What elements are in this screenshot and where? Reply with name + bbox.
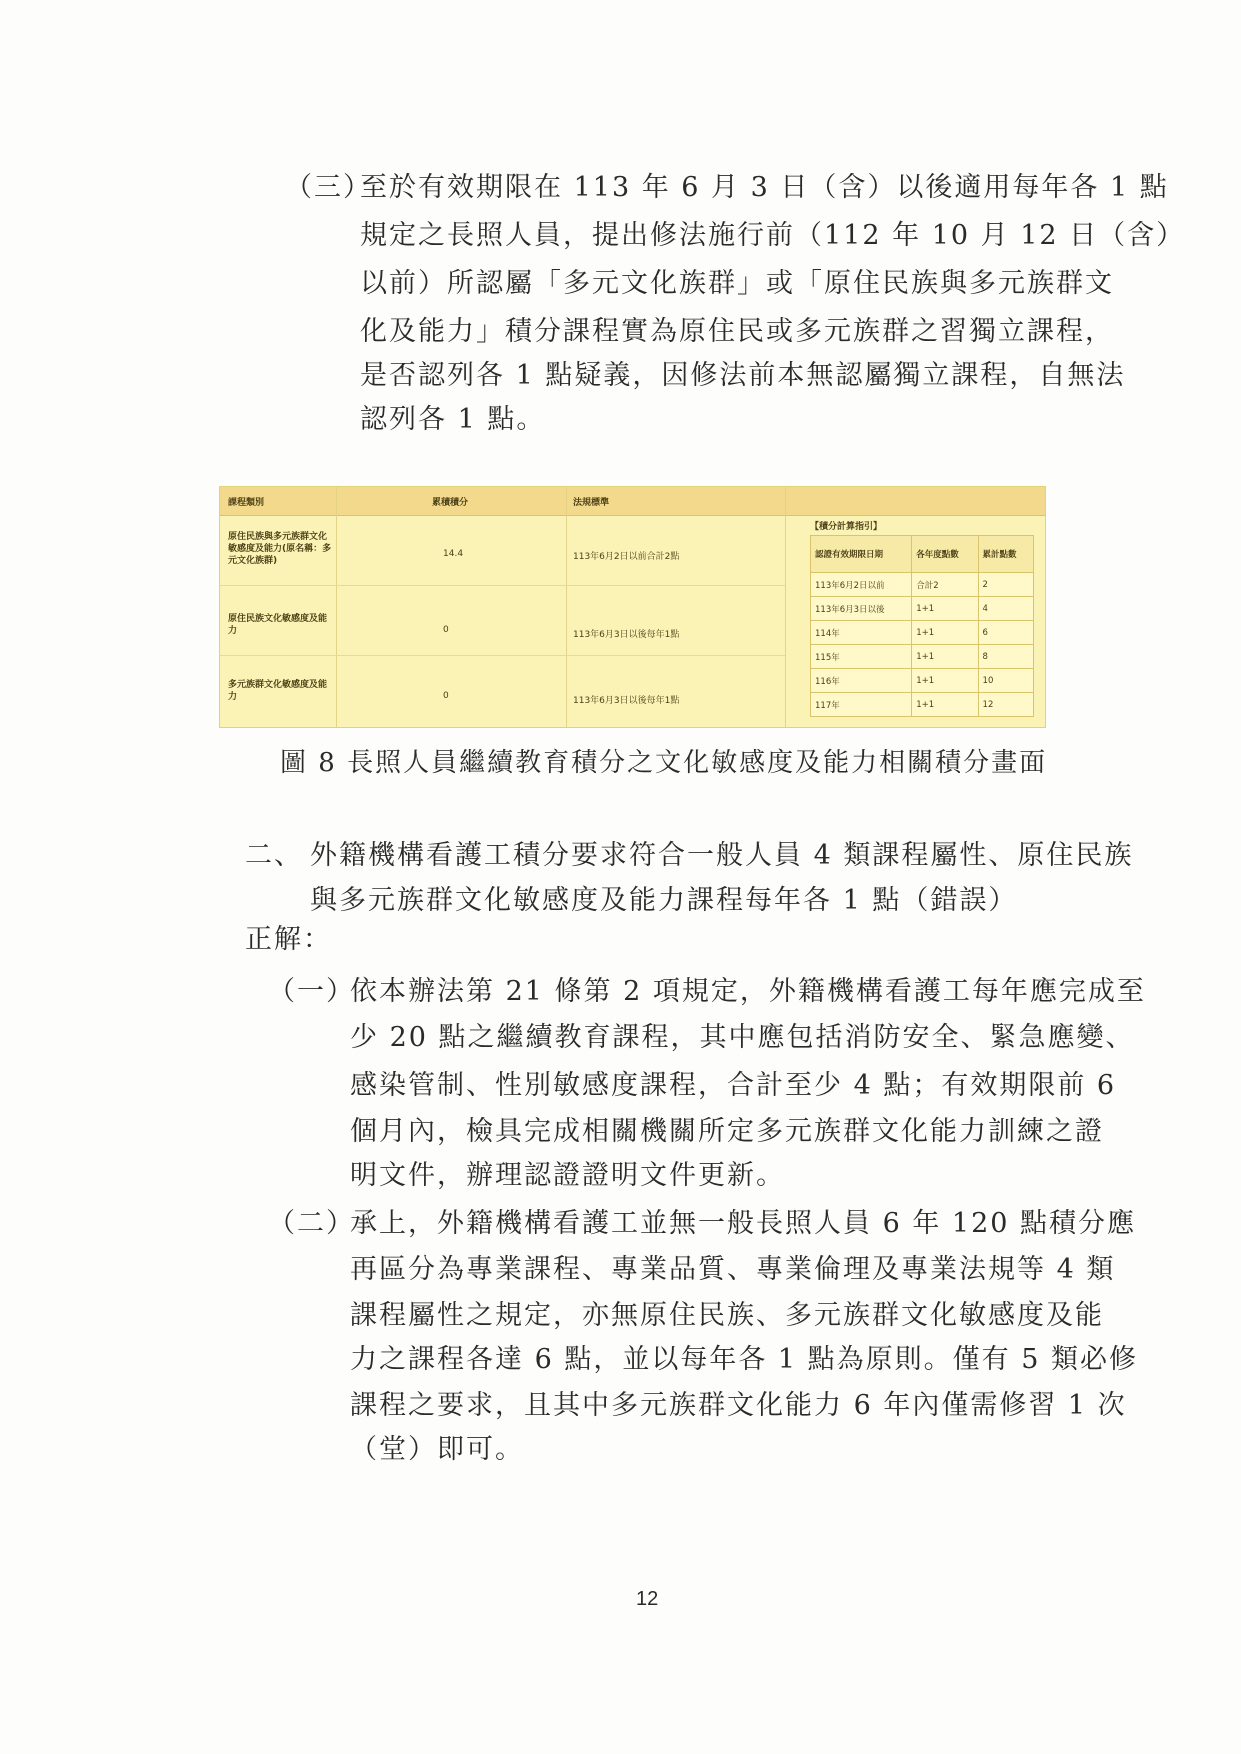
row-3-standard: 113年6月3日以後每年1點 bbox=[573, 696, 680, 706]
row-2-points: 0 bbox=[443, 625, 449, 635]
item1-line-3: 感染管制、性別敏感度課程，合計至少 4 點；有效期限前 6 bbox=[350, 1070, 1117, 1101]
guide-cell: 1+1 bbox=[912, 597, 978, 621]
column-divider bbox=[785, 487, 786, 727]
guide-cell: 1+1 bbox=[912, 669, 978, 693]
row-3-category: 多元族群文化敏感度及能力 bbox=[228, 680, 328, 702]
guide-row bbox=[811, 573, 1034, 597]
section2-line-1: 外籍機構看護工積分要求符合一般人員 4 類課程屬性、原住民族 bbox=[310, 840, 1134, 871]
guide-row bbox=[811, 669, 1034, 693]
item1-line-1: 依本辦法第 21 條第 2 項規定，外籍機構看護工每年應完成至 bbox=[350, 976, 1146, 1007]
section3-label: （三） bbox=[285, 172, 372, 203]
section3-line-1: 至於有效期限在 113 年 6 月 3 日（含）以後適用每年各 1 點 bbox=[360, 172, 1169, 203]
guide-cell: 8 bbox=[978, 645, 1033, 669]
header-standard: 法規標準 bbox=[573, 498, 610, 508]
header-category: 課程類別 bbox=[228, 498, 265, 508]
item2-line-3: 課程屬性之規定，亦無原住民族、多元族群文化敏感度及能 bbox=[350, 1300, 1104, 1331]
section2-line-2: 與多元族群文化敏感度及能力課程每年各 1 點（錯誤） bbox=[310, 885, 1018, 916]
header-points: 累積積分 bbox=[432, 498, 469, 508]
section2-label: 二、 bbox=[245, 840, 303, 871]
page-number: 12 bbox=[636, 1588, 659, 1610]
item1-line-4: 個月內，檢具完成相關機關所定多元族群文化能力訓練之證 bbox=[350, 1116, 1104, 1147]
section3-line-5: 是否認列各 1 點疑義，因修法前本無認屬獨立課程，自無法 bbox=[360, 360, 1126, 391]
row-2-standard: 113年6月3日以後每年1點 bbox=[573, 630, 680, 640]
row-1-points: 14.4 bbox=[443, 549, 464, 559]
guide-row bbox=[811, 645, 1034, 669]
item1-label: （一） bbox=[268, 976, 355, 1007]
guide-cell: 1+1 bbox=[912, 645, 978, 669]
guide-row bbox=[811, 597, 1034, 621]
guide-cell: 116年 bbox=[811, 669, 912, 693]
item1-line-5: 明文件，辦理認證證明文件更新。 bbox=[350, 1160, 785, 1191]
item2-line-6: （堂）即可。 bbox=[350, 1434, 524, 1465]
guide-cell: 2 bbox=[978, 573, 1033, 597]
guide-cell: 10 bbox=[978, 669, 1033, 693]
column-divider bbox=[336, 487, 337, 727]
row-divider bbox=[220, 655, 785, 656]
figure-header-row bbox=[220, 487, 1045, 516]
guide-header-yearly: 各年度點數 bbox=[912, 536, 978, 573]
section3-line-4: 化及能力」積分課程實為原住民或多元族群之習獨立課程， bbox=[360, 316, 1114, 347]
figure-caption: 圖 8 長照人員繼續教育積分之文化敏感度及能力相關積分畫面 bbox=[280, 748, 1048, 778]
row-1-category: 原住民族與多元族群文化敏感度及能力(原名稱：多元文化族群) bbox=[228, 532, 332, 566]
section3-line-3: 以前）所認屬「多元文化族群」或「原住民族與多元族群文 bbox=[360, 268, 1114, 299]
section3-line-6: 認列各 1 點。 bbox=[360, 404, 546, 435]
guide-row bbox=[811, 621, 1034, 645]
guide-cell: 115年 bbox=[811, 645, 912, 669]
guide-cell: 合計2 bbox=[912, 573, 978, 597]
row-1-standard: 113年6月2日以前合計2點 bbox=[573, 552, 680, 562]
section3-line-2: 規定之長照人員，提出修法施行前（112 年 10 月 12 日（含） bbox=[360, 220, 1186, 251]
credit-table-figure bbox=[219, 486, 1046, 728]
guide-cell: 114年 bbox=[811, 621, 912, 645]
item2-line-2: 再區分為專業課程、專業品質、專業倫理及專業法規等 4 類 bbox=[350, 1254, 1116, 1285]
row-3-points: 0 bbox=[443, 691, 449, 701]
guide-header-date: 認證有效期限日期 bbox=[811, 536, 912, 573]
row-divider bbox=[220, 585, 785, 586]
guide-table bbox=[810, 535, 1034, 717]
item2-line-1: 承上，外籍機構看護工並無一般長照人員 6 年 120 點積分應 bbox=[350, 1208, 1137, 1239]
item2-line-5: 課程之要求，且其中多元族群文化能力 6 年內僅需修習 1 次 bbox=[350, 1390, 1127, 1421]
credit-guide bbox=[810, 519, 1040, 724]
item2-line-4: 力之課程各達 6 點，並以每年各 1 點為原則。僅有 5 類必修 bbox=[350, 1344, 1139, 1375]
column-divider bbox=[566, 487, 567, 727]
guide-cell: 1+1 bbox=[912, 693, 978, 717]
guide-header-cumulative: 累計點數 bbox=[978, 536, 1033, 573]
row-2-category: 原住民族文化敏感度及能力 bbox=[228, 614, 328, 636]
guide-cell: 4 bbox=[978, 597, 1033, 621]
answer-label: 正解： bbox=[245, 924, 332, 955]
guide-row bbox=[811, 693, 1034, 717]
item1-line-2: 少 20 點之繼續教育課程，其中應包括消防安全、緊急應變、 bbox=[350, 1022, 1135, 1053]
guide-cell: 113年6月3日以後 bbox=[811, 597, 912, 621]
guide-cell: 1+1 bbox=[912, 621, 978, 645]
guide-cell: 117年 bbox=[811, 693, 912, 717]
guide-title: 【積分計算指引】 bbox=[810, 522, 883, 532]
guide-cell: 113年6月2日以前 bbox=[811, 573, 912, 597]
guide-cell: 6 bbox=[978, 621, 1033, 645]
item2-label: （二） bbox=[268, 1208, 355, 1239]
guide-cell: 12 bbox=[978, 693, 1033, 717]
